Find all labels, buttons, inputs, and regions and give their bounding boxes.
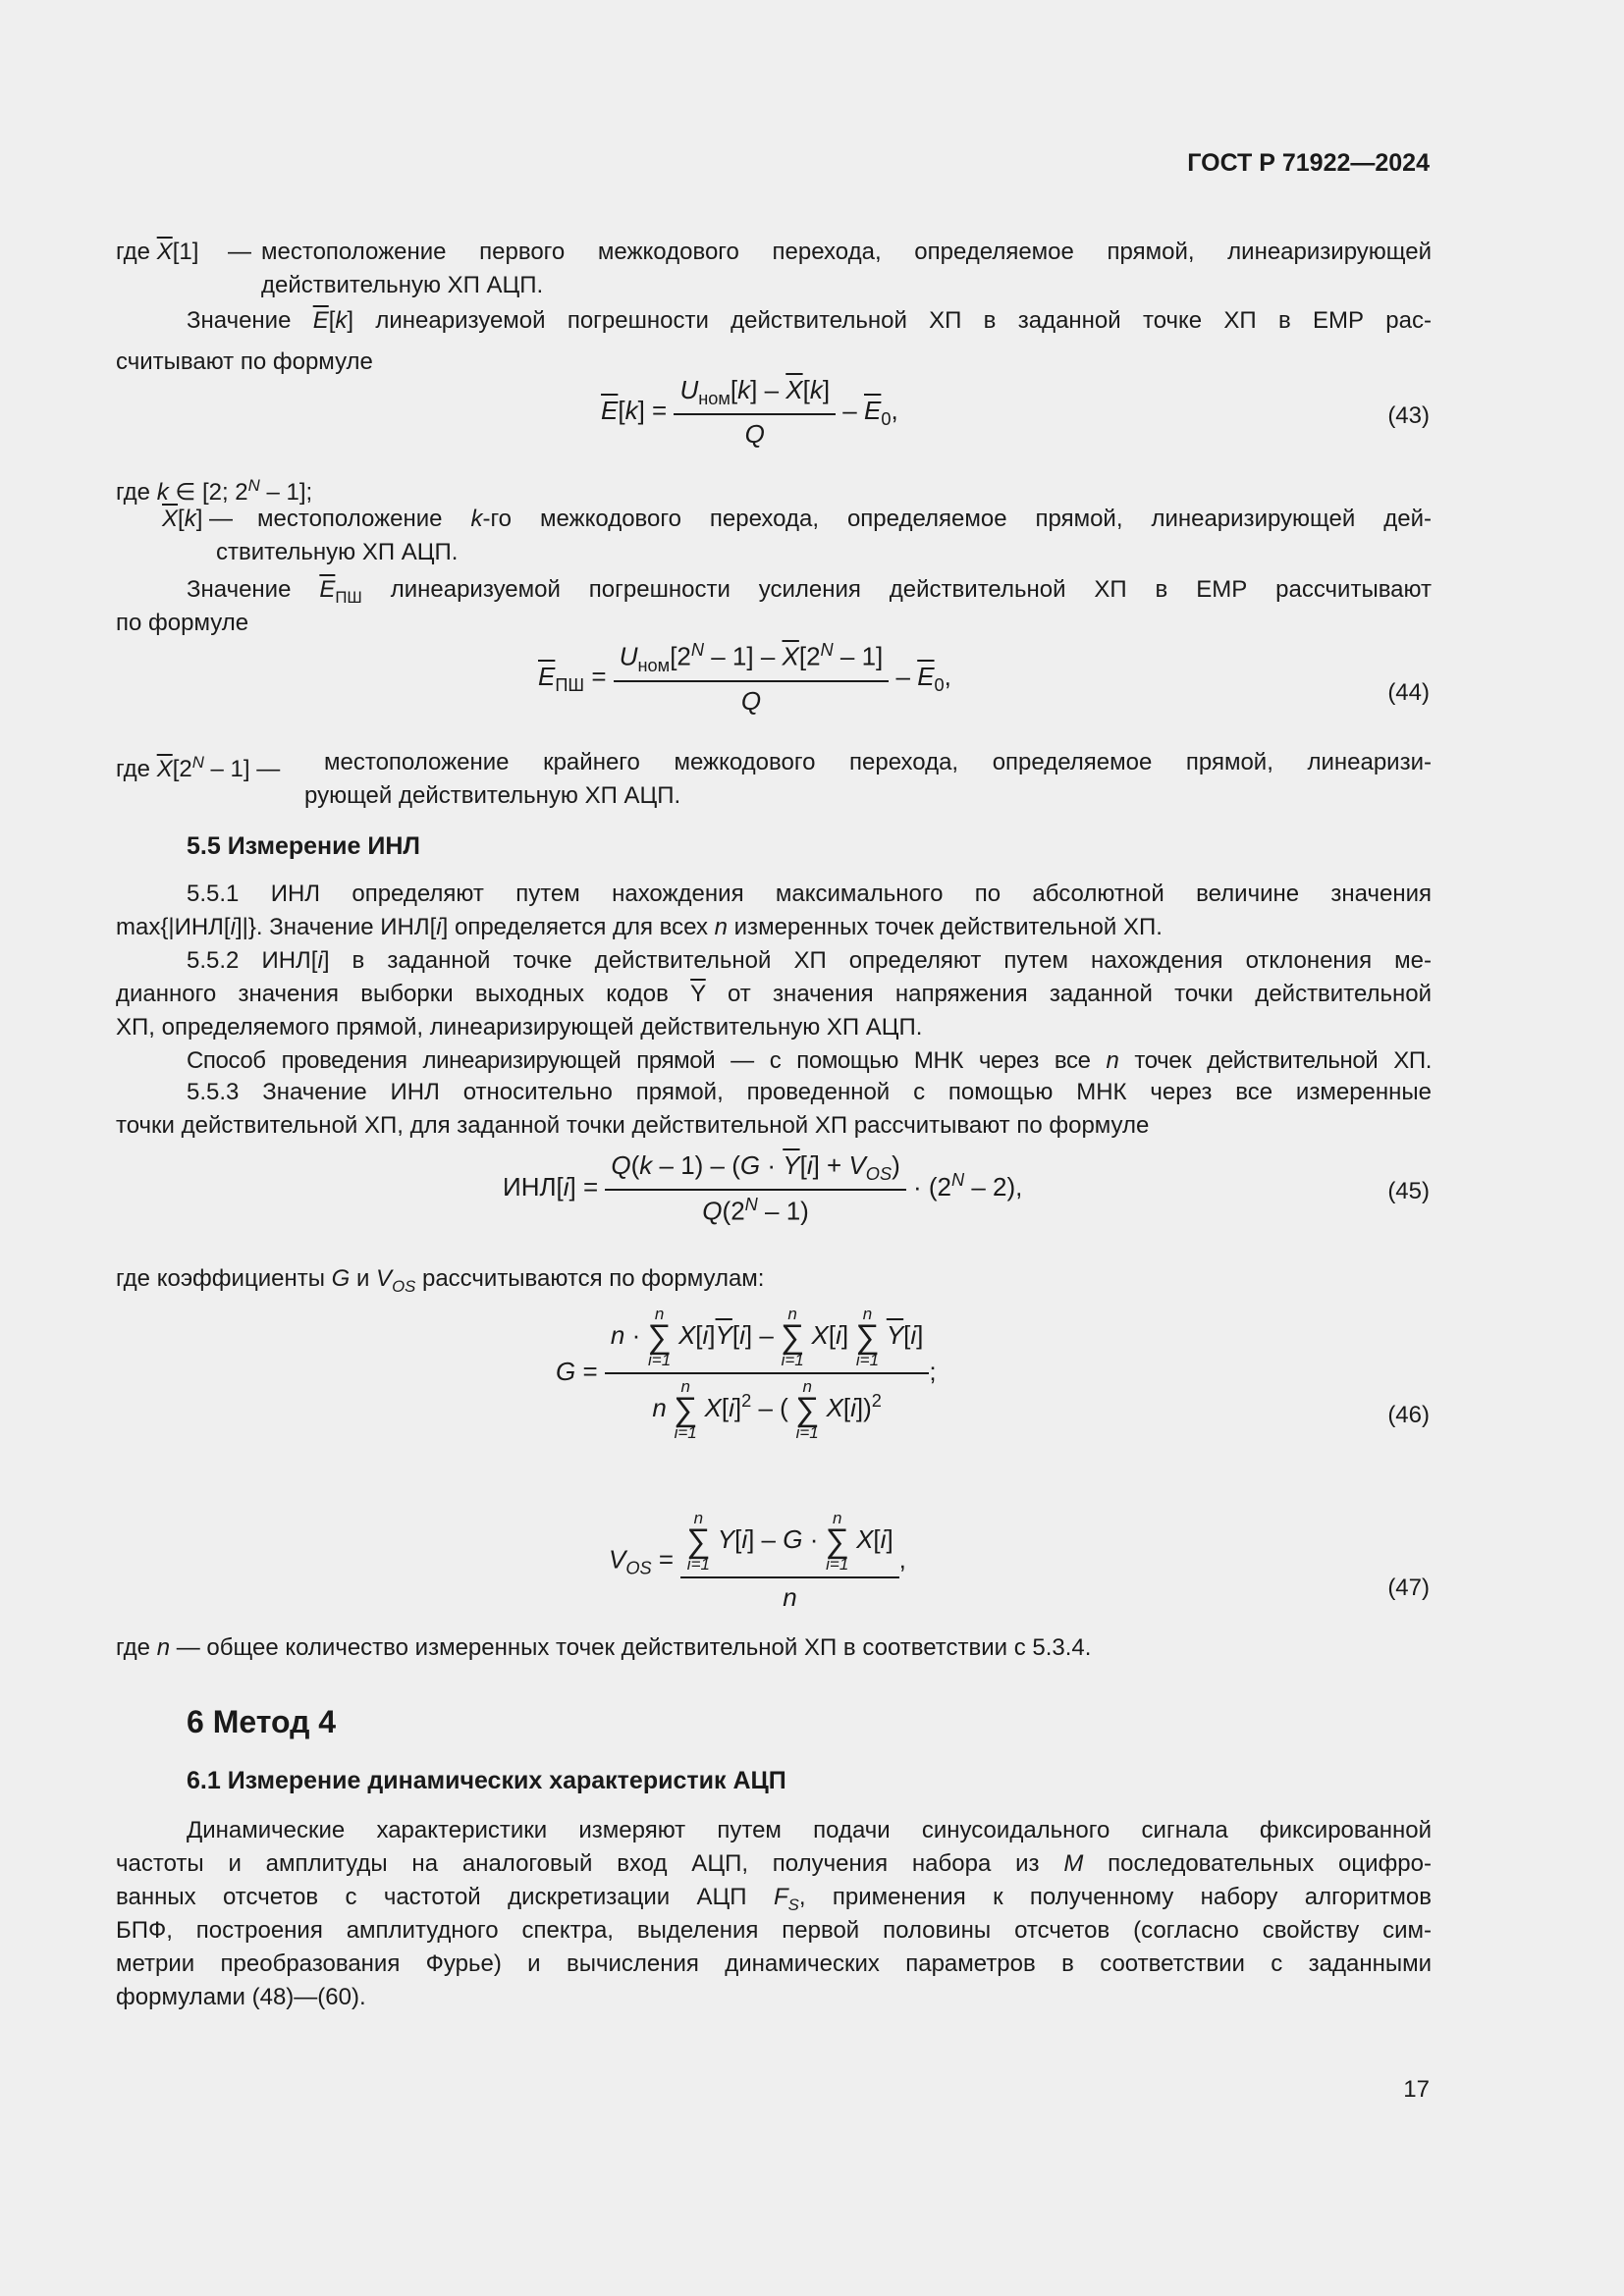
paragraph-line: БПФ, построения амплитудного спектра, выделения первой половины отсчетов (согласно свойству сим- xyxy=(116,1917,1432,1944)
section-heading-5-5: 5.5 Измерение ИНЛ xyxy=(187,832,420,860)
paragraph-line: по формуле xyxy=(116,610,249,636)
formula-44: $\overline{E}_{ПШ}$ = $\frac{U_{ном}[2^N - 1] - \overline{X}[2^N - 1]}{Q}$ – $\overline{E}_0$, xyxy=(538,640,951,716)
paragraph-line: Значение $\overline{E}[k]$ линеаризуемой погрешности действительной ХП в заданной точке ХП в ЕМР рас- xyxy=(187,307,1432,334)
equation-number: (47) xyxy=(1387,1575,1430,1601)
paragraph-line: считывают по формуле xyxy=(116,348,373,375)
equation-number: (46) xyxy=(1387,1402,1430,1428)
equation-number: (43) xyxy=(1387,402,1430,429)
paragraph-line: где n — общее количество измеренных точек действительной ХП в соответствии с 5.3.4. xyxy=(116,1634,1092,1661)
formula-47: $V_{OS}$ = n ∑ i=1 Y[i] – G · n ∑ i=1 X[i] n , xyxy=(609,1509,906,1612)
definition-dash: — xyxy=(228,239,251,265)
paragraph-line: метрии преобразования Фурье) и вычисления динамических параметров в соответствии с заданными xyxy=(116,1950,1432,1977)
paragraph-line: частоты и амплитуды на аналоговый вход АЦП, получения набора из M последовательных оцифро- xyxy=(116,1850,1432,1877)
paragraph-line: ХП, определяемого прямой, линеаризирующей действительную ХП АЦП. xyxy=(116,1014,923,1041)
formula-45: ИНЛ[i] = $\frac{Q(k - 1) - (G \cdot \overline{Y}[i] + V_{OS})}{Q(2^N - 1)}$ · $(2^N - 2)$, xyxy=(503,1150,1023,1226)
definition-label: где k ∈ [2; $2^N - 1$]; xyxy=(116,476,313,506)
equation-number: (45) xyxy=(1387,1178,1430,1204)
definition-text-line: местоположение крайнего межкодового перехода, определяемое прямой, линеаризи- xyxy=(324,749,1432,775)
paragraph-line: дианного значения выборки выходных кодов $\overline{Y}$ от значения напряжения заданной точки действительной xyxy=(116,981,1433,1007)
equation-number: (44) xyxy=(1387,679,1430,706)
paragraph-line: где коэффициенты G и $V_{OS}$ рассчитываются по формулам: xyxy=(116,1265,765,1296)
paragraph-line: Способ проведения линеаризирующей прямой — с помощью МНК через все n точек действительной ХП. xyxy=(187,1047,1432,1074)
definition-text-line: рующей действительную ХП АЦП. xyxy=(304,782,681,809)
formula-43: $\overline{E}[k]$ = $\frac{U_{ном}[k] - \overline{X}[k]}{Q}$ – $\overline{E}_0$, xyxy=(601,375,898,450)
paragraph-line: точки действительной ХП, для заданной точки действительной ХП рассчитывают по формуле xyxy=(116,1112,1150,1139)
formula-46: G = n · n ∑ i=1 $X[i]\overline{Y}[i]$ – n ∑ i=1 X[i] n ∑ i=1 $\overline{Y}[i]$ n n ∑ i=1 $X[i]^2$ – ( n ∑ i=1 X[i])$^2$ ; xyxy=(556,1305,937,1442)
paragraph-line: 5.5.3 Значение ИНЛ относительно прямой, проведенной с помощью МНК через все измеренные xyxy=(187,1079,1432,1105)
paragraph-line: Динамические характеристики измеряют путем подачи синусоидального сигнала фиксированной xyxy=(187,1817,1432,1843)
definition-label: где $\overline{X}[1]$ xyxy=(116,239,199,265)
paragraph-line: Значение $\overline{E}_{ПШ}$ линеаризуемой погрешности усиления действительной ХП в ЕМР рассчитывают xyxy=(187,576,1432,607)
definition-text-line: местоположение k-го межкодового перехода, определяемое прямой, линеаризирующей дей- xyxy=(257,506,1432,532)
definition-label: где $\overline{X}[2^N - 1]$ — xyxy=(116,753,281,782)
definition-text-line: действительную ХП АЦП. xyxy=(261,272,544,298)
paragraph-line: ванных отсчетов с частотой дискретизации АЦП $F_S$, применения к полученному набору алгоритмов xyxy=(116,1884,1433,1914)
paragraph-line: max{|ИНЛ[i]|}. Значение ИНЛ[i] определяется для всех n измеренных точек действительной ХП. xyxy=(116,914,1163,940)
paragraph-line: формулами (48)—(60). xyxy=(116,1984,366,2010)
page-number: 17 xyxy=(1403,2076,1430,2103)
definition-text-line: местоположение первого межкодового перехода, определяемое прямой, линеаризирующей xyxy=(261,239,1432,265)
document-standard-number: ГОСТ Р 71922—2024 xyxy=(1187,149,1430,177)
section-heading-6-1: 6.1 Измерение динамических характеристик АЦП xyxy=(187,1767,786,1794)
definition-text-line: ствительную ХП АЦП. xyxy=(216,539,459,565)
paragraph-line: 5.5.2 ИНЛ[i] в заданной точке действительной ХП определяют путем нахождения отклонения ме- xyxy=(187,947,1432,974)
paragraph-line: 5.5.1 ИНЛ определяют путем нахождения максимального по абсолютной величине значения xyxy=(187,881,1432,907)
section-heading-6: 6 Метод 4 xyxy=(187,1704,337,1739)
definition-label: $\overline{X}[k]$ — xyxy=(162,506,234,532)
